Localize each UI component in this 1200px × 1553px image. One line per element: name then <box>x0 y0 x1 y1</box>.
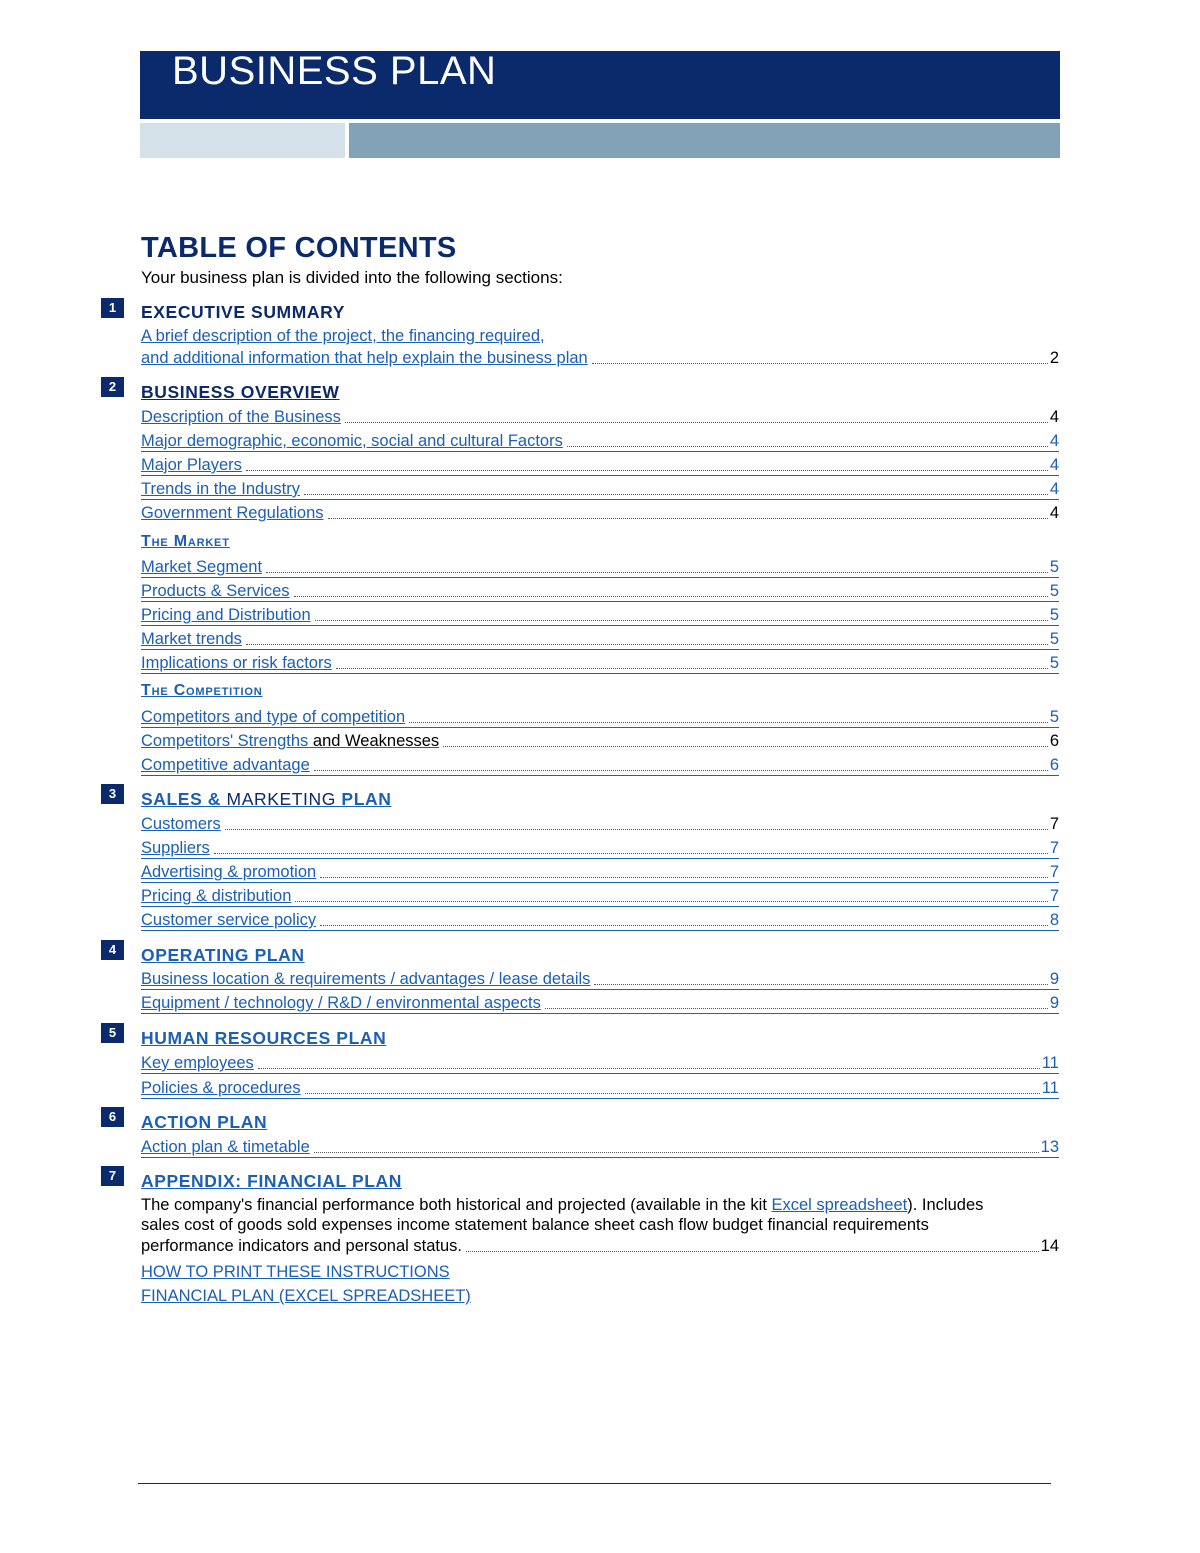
toc-entry-label: Key employees <box>141 1054 254 1072</box>
section-heading-action-plan[interactable]: ACTION PLAN <box>141 1112 268 1132</box>
toc-entry-label: Market Segment <box>141 558 263 576</box>
toc-entry-page: 8 <box>1049 911 1059 929</box>
toc-entry-label: Pricing and Distribution <box>141 606 311 624</box>
dot-leader <box>336 667 1048 669</box>
footer-divider <box>138 1483 1051 1484</box>
toc-entry[interactable] <box>141 991 1059 1014</box>
toc-entry-page: 6 <box>1049 756 1059 774</box>
toc-entry[interactable] <box>141 812 1059 834</box>
section-number-badge: 4 <box>101 940 124 960</box>
toc-entry-label: Customers <box>141 815 221 833</box>
dot-leader <box>314 1151 1039 1153</box>
section-heading-sales-marketing[interactable] <box>141 789 391 810</box>
toc-entry[interactable] <box>141 1135 1059 1158</box>
toc-intro: Your business plan is divided into the following sections: <box>141 268 563 287</box>
toc-entry-page: 14 <box>1040 1237 1059 1255</box>
toc-entry[interactable] <box>141 860 1059 883</box>
toc-entry[interactable] <box>141 884 1059 907</box>
appendix-text: ). Includes <box>907 1196 984 1214</box>
toc-entry-page: 4 <box>1049 408 1059 426</box>
toc-entry-page: 5 <box>1049 630 1059 648</box>
toc-entry-page: 11 <box>1041 1079 1059 1097</box>
section-number-badge: 6 <box>101 1107 124 1127</box>
toc-entry[interactable] <box>141 501 1059 523</box>
excel-spreadsheet-link[interactable]: Excel spreadsheet <box>771 1196 908 1214</box>
toc-entry-label: Business location & requirements / advantages / lease details <box>141 970 591 988</box>
dot-leader <box>592 362 1048 364</box>
decorative-band-left <box>140 123 345 158</box>
section-heading-part: PLAN <box>341 789 392 809</box>
dot-leader <box>258 1067 1040 1069</box>
toc-entry-label: Equipment / technology / R&D / environmental aspects <box>141 994 541 1012</box>
toc-entry-label: Policies & procedures <box>141 1079 301 1097</box>
dot-leader <box>304 493 1048 495</box>
section-number-badge: 7 <box>101 1166 124 1186</box>
print-instructions-link[interactable]: HOW TO PRINT THESE INSTRUCTIONS <box>141 1263 450 1281</box>
toc-entry-label-tail: and Weaknesses <box>308 732 440 750</box>
section-number-badge: 3 <box>101 784 124 804</box>
dot-leader <box>246 469 1048 471</box>
toc-entry-page: 4 <box>1049 480 1059 498</box>
toc-entry-label: Government Regulations <box>141 504 324 522</box>
toc-entry-label: performance indicators and personal status. <box>141 1237 463 1255</box>
dot-leader <box>314 769 1048 771</box>
dot-leader <box>345 421 1048 423</box>
dot-leader <box>466 1250 1039 1252</box>
decorative-band-right <box>349 123 1060 158</box>
toc-entry-page: 5 <box>1049 558 1059 576</box>
toc-entry-page: 7 <box>1049 887 1059 905</box>
dot-leader <box>594 983 1047 985</box>
toc-entry-label: Products & Services <box>141 582 290 600</box>
toc-entry-label: Action plan & timetable <box>141 1138 310 1156</box>
toc-heading: TABLE OF CONTENTS <box>141 232 457 264</box>
toc-entry-label: Trends in the Industry <box>141 480 300 498</box>
toc-entry-page: 7 <box>1049 815 1059 833</box>
toc-entry-page: 4 <box>1049 456 1059 474</box>
toc-entry-page: 2 <box>1049 349 1059 367</box>
section-heading-part: SALES & <box>141 789 227 809</box>
subsection-heading-competition[interactable]: The Competition <box>141 682 263 699</box>
toc-entry[interactable] <box>141 1076 1059 1099</box>
toc-entry[interactable] <box>141 579 1059 602</box>
toc-entry-label: Major Players <box>141 456 242 474</box>
toc-entry-label: Market trends <box>141 630 242 648</box>
dot-leader <box>409 721 1048 723</box>
toc-entry[interactable] <box>141 627 1059 650</box>
dot-leader <box>266 571 1048 573</box>
toc-entry[interactable] <box>141 651 1059 674</box>
dot-leader <box>328 517 1048 519</box>
appendix-description <box>141 1195 1059 1235</box>
toc-entry-label: Pricing & distribution <box>141 887 292 905</box>
toc-entry-page: 9 <box>1049 970 1059 988</box>
dot-leader <box>305 1092 1040 1094</box>
toc-entry-label: Implications or risk factors <box>141 654 332 672</box>
financial-plan-spreadsheet-link[interactable]: FINANCIAL PLAN (EXCEL SPREADSHEET) <box>141 1287 471 1305</box>
toc-entry-page: 13 <box>1040 1138 1059 1156</box>
appendix-description-line1 <box>141 1195 1059 1215</box>
toc-entry[interactable] <box>141 477 1059 500</box>
toc-entry-label <box>141 731 439 751</box>
toc-entry[interactable] <box>141 555 1059 578</box>
section-heading-operating-plan[interactable]: OPERATING PLAN <box>141 945 305 965</box>
section-heading-appendix-financial-plan[interactable]: APPENDIX: FINANCIAL PLAN <box>141 1171 403 1191</box>
toc-entry-label: Description of the Business <box>141 408 341 426</box>
section-number-badge: 1 <box>101 298 124 318</box>
dot-leader <box>294 595 1048 597</box>
title-banner <box>140 51 1060 119</box>
toc-entry-label: Customer service policy <box>141 911 317 929</box>
toc-entry-page: 5 <box>1049 582 1059 600</box>
appendix-text: The company's financial performance both historical and projected (available in the kit <box>141 1196 772 1214</box>
toc-entry-label: Competitive advantage <box>141 756 310 774</box>
toc-entry[interactable] <box>141 1051 1059 1074</box>
toc-entry-label: and additional information that help explain the business plan <box>141 349 588 367</box>
dot-leader <box>443 745 1048 747</box>
dot-leader <box>246 643 1048 645</box>
toc-entry-label-link: Competitors' Strengths <box>141 732 309 750</box>
toc-entry-page: 7 <box>1049 863 1059 881</box>
dot-leader <box>315 619 1048 621</box>
dot-leader <box>320 924 1048 926</box>
toc-entry[interactable] <box>141 705 1059 728</box>
toc-entry[interactable] <box>141 729 1059 751</box>
toc-entry[interactable] <box>141 836 1059 859</box>
section-heading-part: MARKETING <box>226 789 342 809</box>
dot-leader <box>295 900 1047 902</box>
toc-entry-page: 11 <box>1041 1054 1059 1072</box>
toc-entry-label: Advertising & promotion <box>141 863 317 881</box>
section-number-badge: 5 <box>101 1023 124 1043</box>
toc-entry[interactable] <box>141 753 1059 776</box>
toc-entry[interactable] <box>141 429 1059 452</box>
toc-entry[interactable] <box>141 603 1059 626</box>
toc-entry-label: Suppliers <box>141 839 210 857</box>
toc-entry-page: 5 <box>1049 606 1059 624</box>
dot-leader <box>225 828 1048 830</box>
toc-entry-page: 6 <box>1049 732 1059 750</box>
toc-entry[interactable] <box>141 346 1059 368</box>
dot-leader <box>545 1007 1048 1009</box>
dot-leader <box>214 852 1048 854</box>
toc-entry[interactable] <box>141 405 1059 427</box>
section-number-badge: 2 <box>101 377 124 397</box>
toc-entry[interactable] <box>141 967 1059 990</box>
subsection-heading-market[interactable]: The Market <box>141 533 230 550</box>
toc-entry-label: Competitors and type of competition <box>141 708 406 726</box>
toc-link-executive-summary-line1[interactable]: A brief description of the project, the financing required, <box>141 327 545 345</box>
toc-entry-label: Major demographic, economic, social and cultural Factors <box>141 432 563 450</box>
toc-entry-page: 7 <box>1049 839 1059 857</box>
dot-leader <box>320 876 1048 878</box>
section-heading-executive-summary[interactable]: EXECUTIVE SUMMARY <box>141 302 346 322</box>
appendix-description-line2: sales cost of goods sold expenses income statement balance sheet cash flow budget financial requirements <box>141 1216 929 1234</box>
toc-entry[interactable] <box>141 1234 1059 1256</box>
toc-entry-page: 9 <box>1049 994 1059 1012</box>
toc-entry[interactable] <box>141 453 1059 476</box>
toc-entry[interactable] <box>141 908 1059 931</box>
toc-entry-page: 4 <box>1049 432 1059 450</box>
toc-entry-page: 5 <box>1049 654 1059 672</box>
toc-entry-page: 5 <box>1049 708 1059 726</box>
document-title: BUSINESS PLAN <box>172 49 497 93</box>
section-heading-human-resources[interactable]: HUMAN RESOURCES PLAN <box>141 1028 387 1048</box>
dot-leader <box>567 445 1048 447</box>
toc-entry-page: 4 <box>1049 504 1059 522</box>
section-heading-business-overview[interactable]: BUSINESS OVERVIEW <box>141 382 340 402</box>
